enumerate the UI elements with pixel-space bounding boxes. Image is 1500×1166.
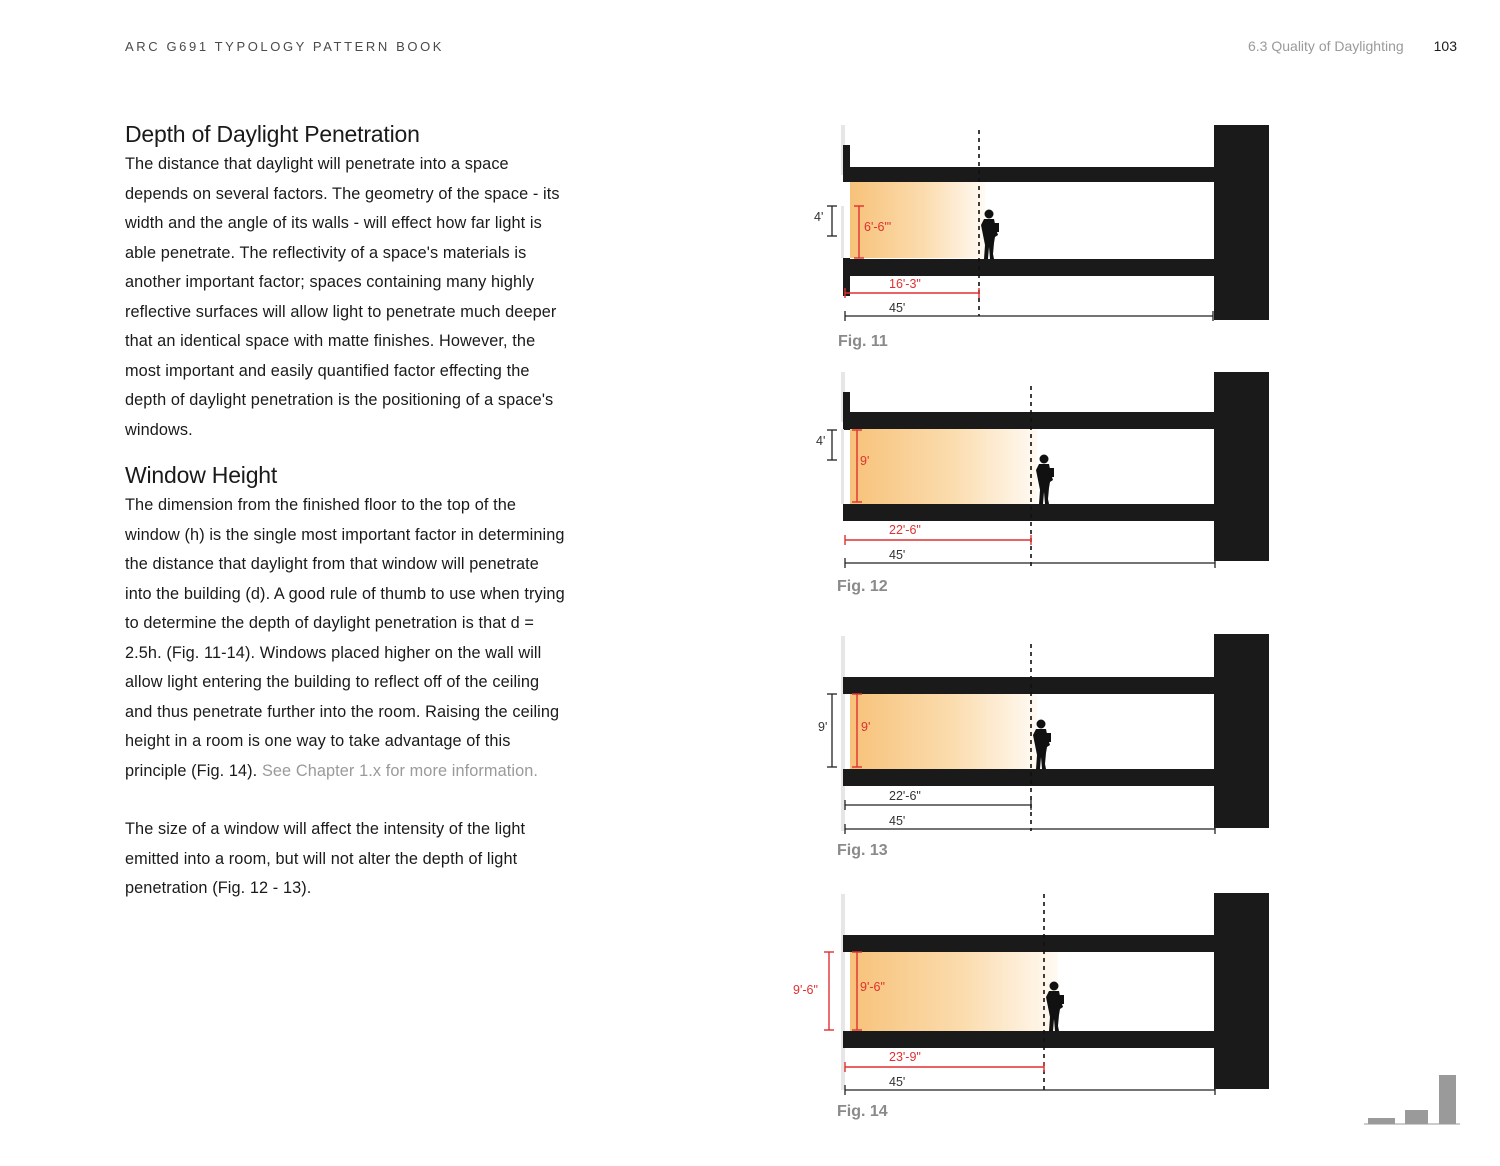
figure-14 — [793, 893, 1269, 1095]
page-number: 103 — [1433, 38, 1457, 54]
paragraph-window-size: The size of a window will affect the intensity of the light emitted into a room, but will not alter the depth of light penetration (Fig. 12 - 13). — [125, 820, 526, 897]
fig11-label: Fig. 11 — [838, 333, 888, 350]
figure-13 — [818, 634, 1269, 834]
paragraph-window-height-main: The dimension from the finished floor to the top of the window (h) is the single most important factor in determining the distance that daylight from that window will penetrate into the building (d). A good rule of thumb to use when trying to determine the depth of daylight penetration is that d = 2.5h. (Fig. 11-14). Windows placed higher on the wall will allow light entering the building to reflect off of the ceiling and thus penetrate further into the room. Raising the ceiling height in a room is one way to take advantage of this principle (Fig. 14). — [125, 496, 565, 780]
fig13-label: Fig. 13 — [837, 842, 888, 859]
heading-window-height: Window Height — [125, 462, 278, 488]
fig12-window-dim: 4' — [816, 434, 826, 448]
fig13-height-dim: 9' — [861, 720, 871, 734]
fig13-depth-dim: 22'-6" — [889, 789, 921, 803]
fig11-total-dim: 45' — [889, 301, 906, 315]
fig13-window-dim: 9' — [818, 720, 828, 734]
heading-depth: Depth of Daylight Penetration — [125, 121, 420, 147]
fig11-window-dim: 4' — [814, 210, 824, 224]
fig11-height-dim: 6'-6"' — [864, 220, 892, 234]
fig12-label: Fig. 12 — [837, 578, 888, 595]
fig14-depth-dim: 23'-9" — [889, 1050, 921, 1064]
fig11-depth-dim: 16'-3" — [889, 277, 921, 291]
fig14-label: Fig. 14 — [837, 1103, 888, 1120]
fig14-window-dim: 9'-6" — [793, 983, 818, 997]
section-title: 6.3 Quality of Daylighting — [1248, 38, 1404, 54]
chapter-reference: See Chapter 1.x for more information. — [261, 761, 539, 780]
fig12-depth-dim: 22'-6" — [889, 523, 921, 537]
decorative-bars-icon — [1364, 1075, 1460, 1124]
fig13-total-dim: 45' — [889, 814, 906, 828]
figure-11 — [814, 125, 1269, 321]
fig12-height-dim: 9' — [860, 454, 870, 468]
fig14-total-dim: 45' — [889, 1075, 906, 1089]
fig12-total-dim: 45' — [889, 548, 906, 562]
paragraph-depth: The distance that daylight will penetrate into a space depends on several factors. The geometry of the space - its width and the angle of its walls - will effect how far light is able penetrate. The reflectivity of a space's materials is another important factor; spaces containing many highly reflective surfaces will allow light to penetrate much deeper that an identical space with matte finishes. However, the most important and easily quantified factor effecting the depth of daylight penetration is the positioning of a space's windows. — [125, 155, 560, 439]
fig14-height-dim: 9'-6" — [860, 980, 885, 994]
figure-12 — [816, 372, 1269, 568]
book-title: ARC G691 TYPOLOGY PATTERN BOOK — [125, 39, 445, 54]
